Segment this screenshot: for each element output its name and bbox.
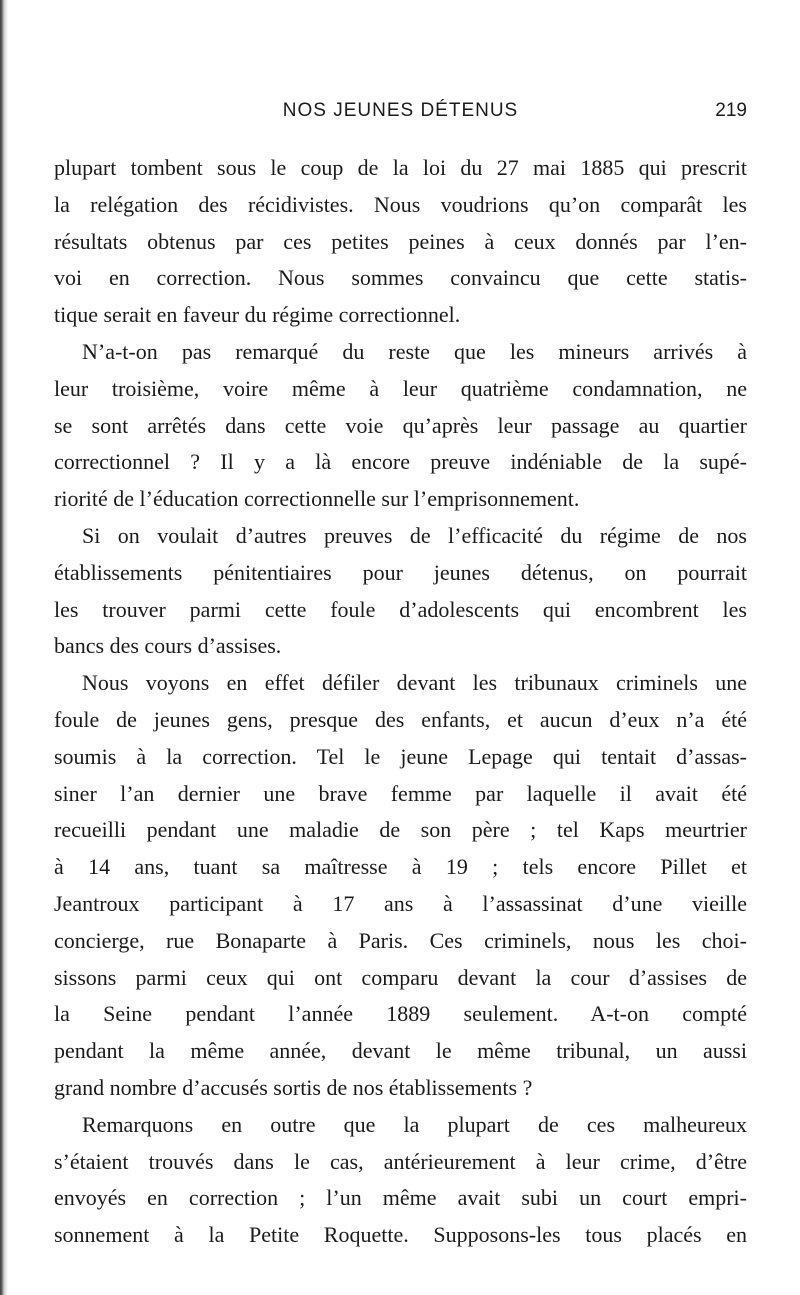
text-line: les trouver parmi cette foule d’adolescents qui encombrent les	[54, 596, 747, 622]
text-line: riorité de l’éducation correctionnelle sur l’emprisonnement.	[54, 486, 580, 512]
text-line: envoyés en correction ; l’un même avait subi un court empri-	[54, 1185, 747, 1211]
running-title: NOS JEUNES DÉTENUS	[282, 100, 519, 121]
text-line: tique serait en faveur du régime correctionnel.	[54, 302, 461, 328]
text-line: Si on voulait d’autres preuves de l’efficacité du régime de nos	[82, 522, 747, 548]
running-header	[54, 100, 747, 130]
text-line: Remarquons en outre que la plupart de ces malheureux	[82, 1111, 747, 1137]
text-line: N’a-t-on pas remarqué du reste que les mineurs arrivés à	[82, 338, 747, 364]
text-line: plupart tombent sous le coup de la loi du 27 mai 1885 qui prescrit	[54, 155, 747, 180]
text-line: voi en correction. Nous sommes convaincu que cette statis-	[54, 265, 747, 291]
text-line: bancs des cours d’assises.	[54, 633, 282, 659]
body-text	[54, 150, 747, 1254]
text-line: Jeantroux participant à 17 ans à l’assassinat d’une vieille	[54, 890, 747, 916]
text-line: résultats obtenus par ces petites peines à ceux donnés par l’en-	[54, 228, 747, 254]
page-binding-edge	[0, 0, 8, 1295]
text-line: sissons parmi ceux qui ont comparu devant la cour d’assises de	[54, 964, 747, 990]
text-line: à 14 ans, tuant sa maîtresse à 19 ; tels encore Pillet et	[54, 854, 747, 880]
text-line: pendant la même année, devant le même tribunal, un aussi	[54, 1038, 747, 1064]
text-line: la Seine pendant l’année 1889 seulement. A-t-on compté	[54, 1001, 747, 1027]
text-line: s’étaient trouvés dans le cas, antérieurement à leur crime, d’être	[54, 1148, 747, 1174]
text-line: Nous voyons en effet défiler devant les tribunaux criminels une	[82, 670, 747, 696]
text-line: soumis à la correction. Tel le jeune Lepage qui tentait d’assas-	[54, 743, 747, 769]
text-line: siner l’an dernier une brave femme par laquelle il avait été	[54, 780, 747, 806]
text-line: grand nombre d’accusés sortis de nos établissements ?	[54, 1074, 533, 1100]
text-line: établissements pénitentiaires pour jeunes détenus, on pourrait	[54, 559, 747, 585]
text-line: la relégation des récidivistes. Nous voudrions qu’on comparât les	[54, 191, 747, 217]
text-line: leur troisième, voire même à leur quatrième condamnation, ne	[54, 375, 747, 401]
text-line: foule de jeunes gens, presque des enfants, et aucun d’eux n’a été	[54, 706, 747, 732]
text-line: correctionnel ? Il y a là encore preuve indéniable de la supé-	[54, 449, 747, 475]
page-number: 219	[715, 100, 747, 121]
text-line: concierge, rue Bonaparte à Paris. Ces criminels, nous les choi-	[54, 927, 747, 953]
text-line: sonnement à la Petite Roquette. Supposons-les tous placés en	[54, 1222, 747, 1248]
text-line: recueilli pendant une maladie de son père ; tel Kaps meurtrier	[54, 817, 747, 843]
text-line: se sont arrêtés dans cette voie qu’après leur passage au quartier	[54, 412, 747, 438]
